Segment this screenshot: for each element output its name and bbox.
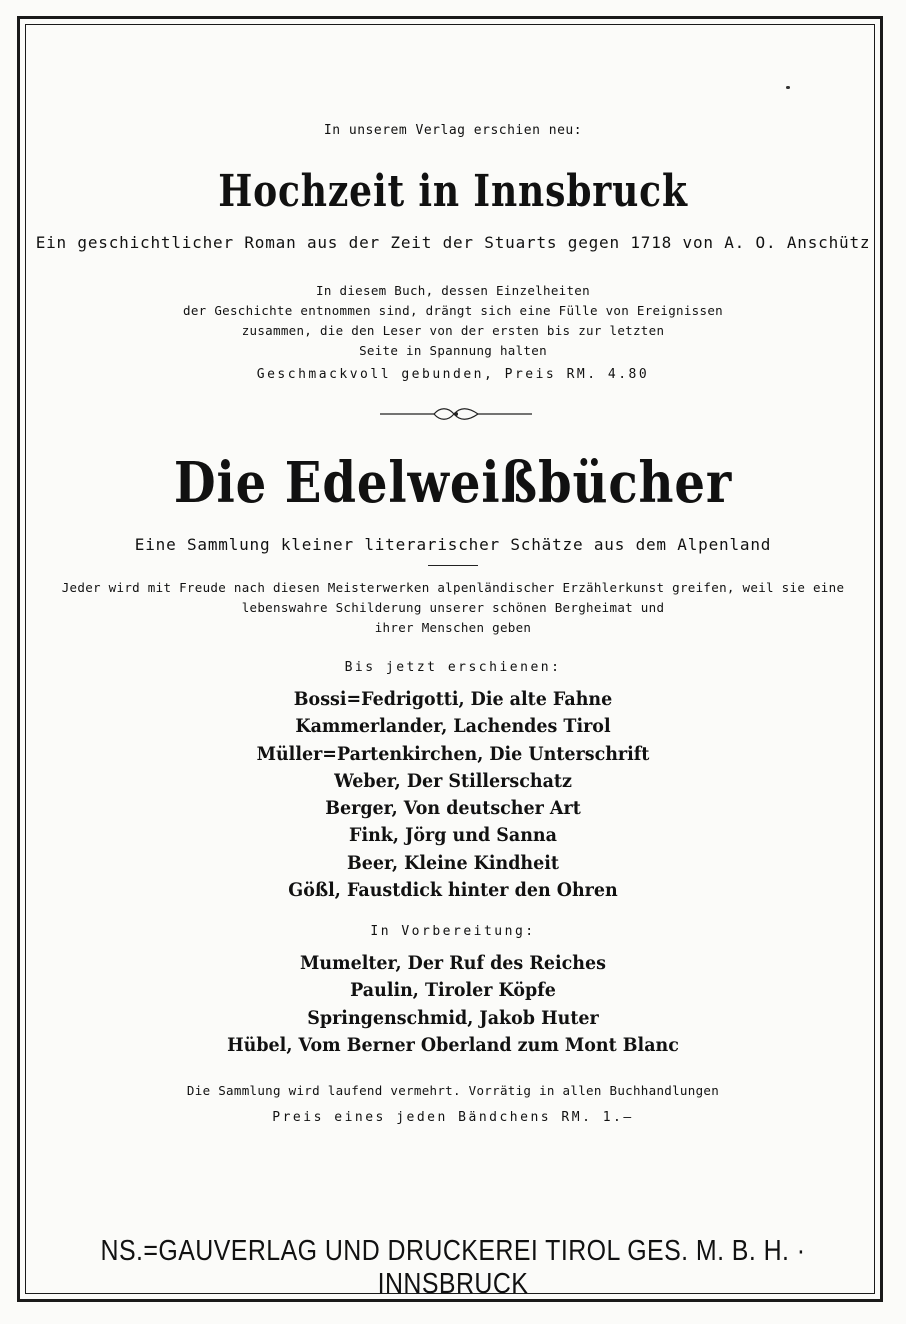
- book-list-item: Müller=Partenkirchen, Die Unterschrift: [256, 742, 650, 765]
- book-list-item: Weber, Der Stillerschatz: [334, 769, 572, 792]
- book-list-item: Paulin, Tiroler Köpfe: [350, 979, 556, 1002]
- header-note: In unserem Verlag erschien neu:: [323, 123, 583, 138]
- book-description-line: der Geschichte entnommen sind, drängt sich eine Fülle von Ereignissen: [183, 303, 723, 318]
- series-price: Preis eines jeden Bändchens RM. 1.—: [272, 1110, 634, 1125]
- series-note: Die Sammlung wird laufend vermehrt. Vorrätig in allen Buchhandlungen: [186, 1083, 720, 1098]
- preparation-list: [0, 950, 906, 1059]
- book-list-item: Fink, Jörg und Sanna: [349, 824, 557, 847]
- book-price: Geschmackvoll gebunden, Preis RM. 4.80: [256, 367, 650, 382]
- book-list-item: Beer, Kleine Kindheit: [347, 851, 559, 874]
- series-subtitle: Eine Sammlung kleiner literarischer Schätze aus dem Alpenland: [134, 535, 772, 554]
- ink-speck: [786, 86, 790, 89]
- published-list: [0, 686, 906, 904]
- preparation-heading: In Vorbereitung:: [370, 924, 536, 939]
- series-description-line: Jeder wird mit Freude nach diesen Meisterwerken alpenländischer Erzählerkunst greifen, weil sie eine: [61, 580, 845, 595]
- series-description-line: ihrer Menschen geben: [374, 620, 532, 635]
- book-list-item: Kammerlander, Lachendes Tirol: [295, 715, 611, 738]
- published-heading: Bis jetzt erschienen:: [344, 660, 562, 675]
- book-list-item: Springenschmid, Jakob Huter: [307, 1006, 599, 1029]
- book-list-item: Gößl, Faustdick hinter den Ohren: [288, 879, 618, 902]
- publisher-imprint: NS.=GAUVERLAG UND DRUCKEREI TIROL GES. M. B. H. · INNSBRUCK: [100, 1235, 806, 1300]
- ornament-divider: [376, 404, 536, 424]
- book-list-item: Hübel, Vom Berner Oberland zum Mont Blanc: [227, 1033, 679, 1056]
- book-description-line: Seite in Spannung halten: [359, 343, 547, 358]
- book-list-item: Mumelter, Der Ruf des Reiches: [300, 952, 606, 974]
- short-rule: [428, 565, 478, 566]
- book-description-line: zusammen, die den Leser von der ersten bis zur letzten: [241, 323, 665, 338]
- book-list-item: Berger, Von deutscher Art: [325, 797, 581, 820]
- book-list-item: Bossi=Fedrigotti, Die alte Fahne: [293, 688, 613, 710]
- book-subtitle: Ein geschichtlicher Roman aus der Zeit der Stuarts gegen 1718 von A. O. Anschütz: [35, 233, 871, 252]
- series-description-line: lebenswahre Schilderung unserer schönen Bergheimat und: [241, 600, 665, 615]
- series-title: Die Edelweißbücher: [173, 450, 733, 516]
- book-description-line: In diesem Buch, dessen Einzelheiten: [316, 283, 590, 298]
- book-title: Hochzeit in Innsbruck: [218, 166, 688, 217]
